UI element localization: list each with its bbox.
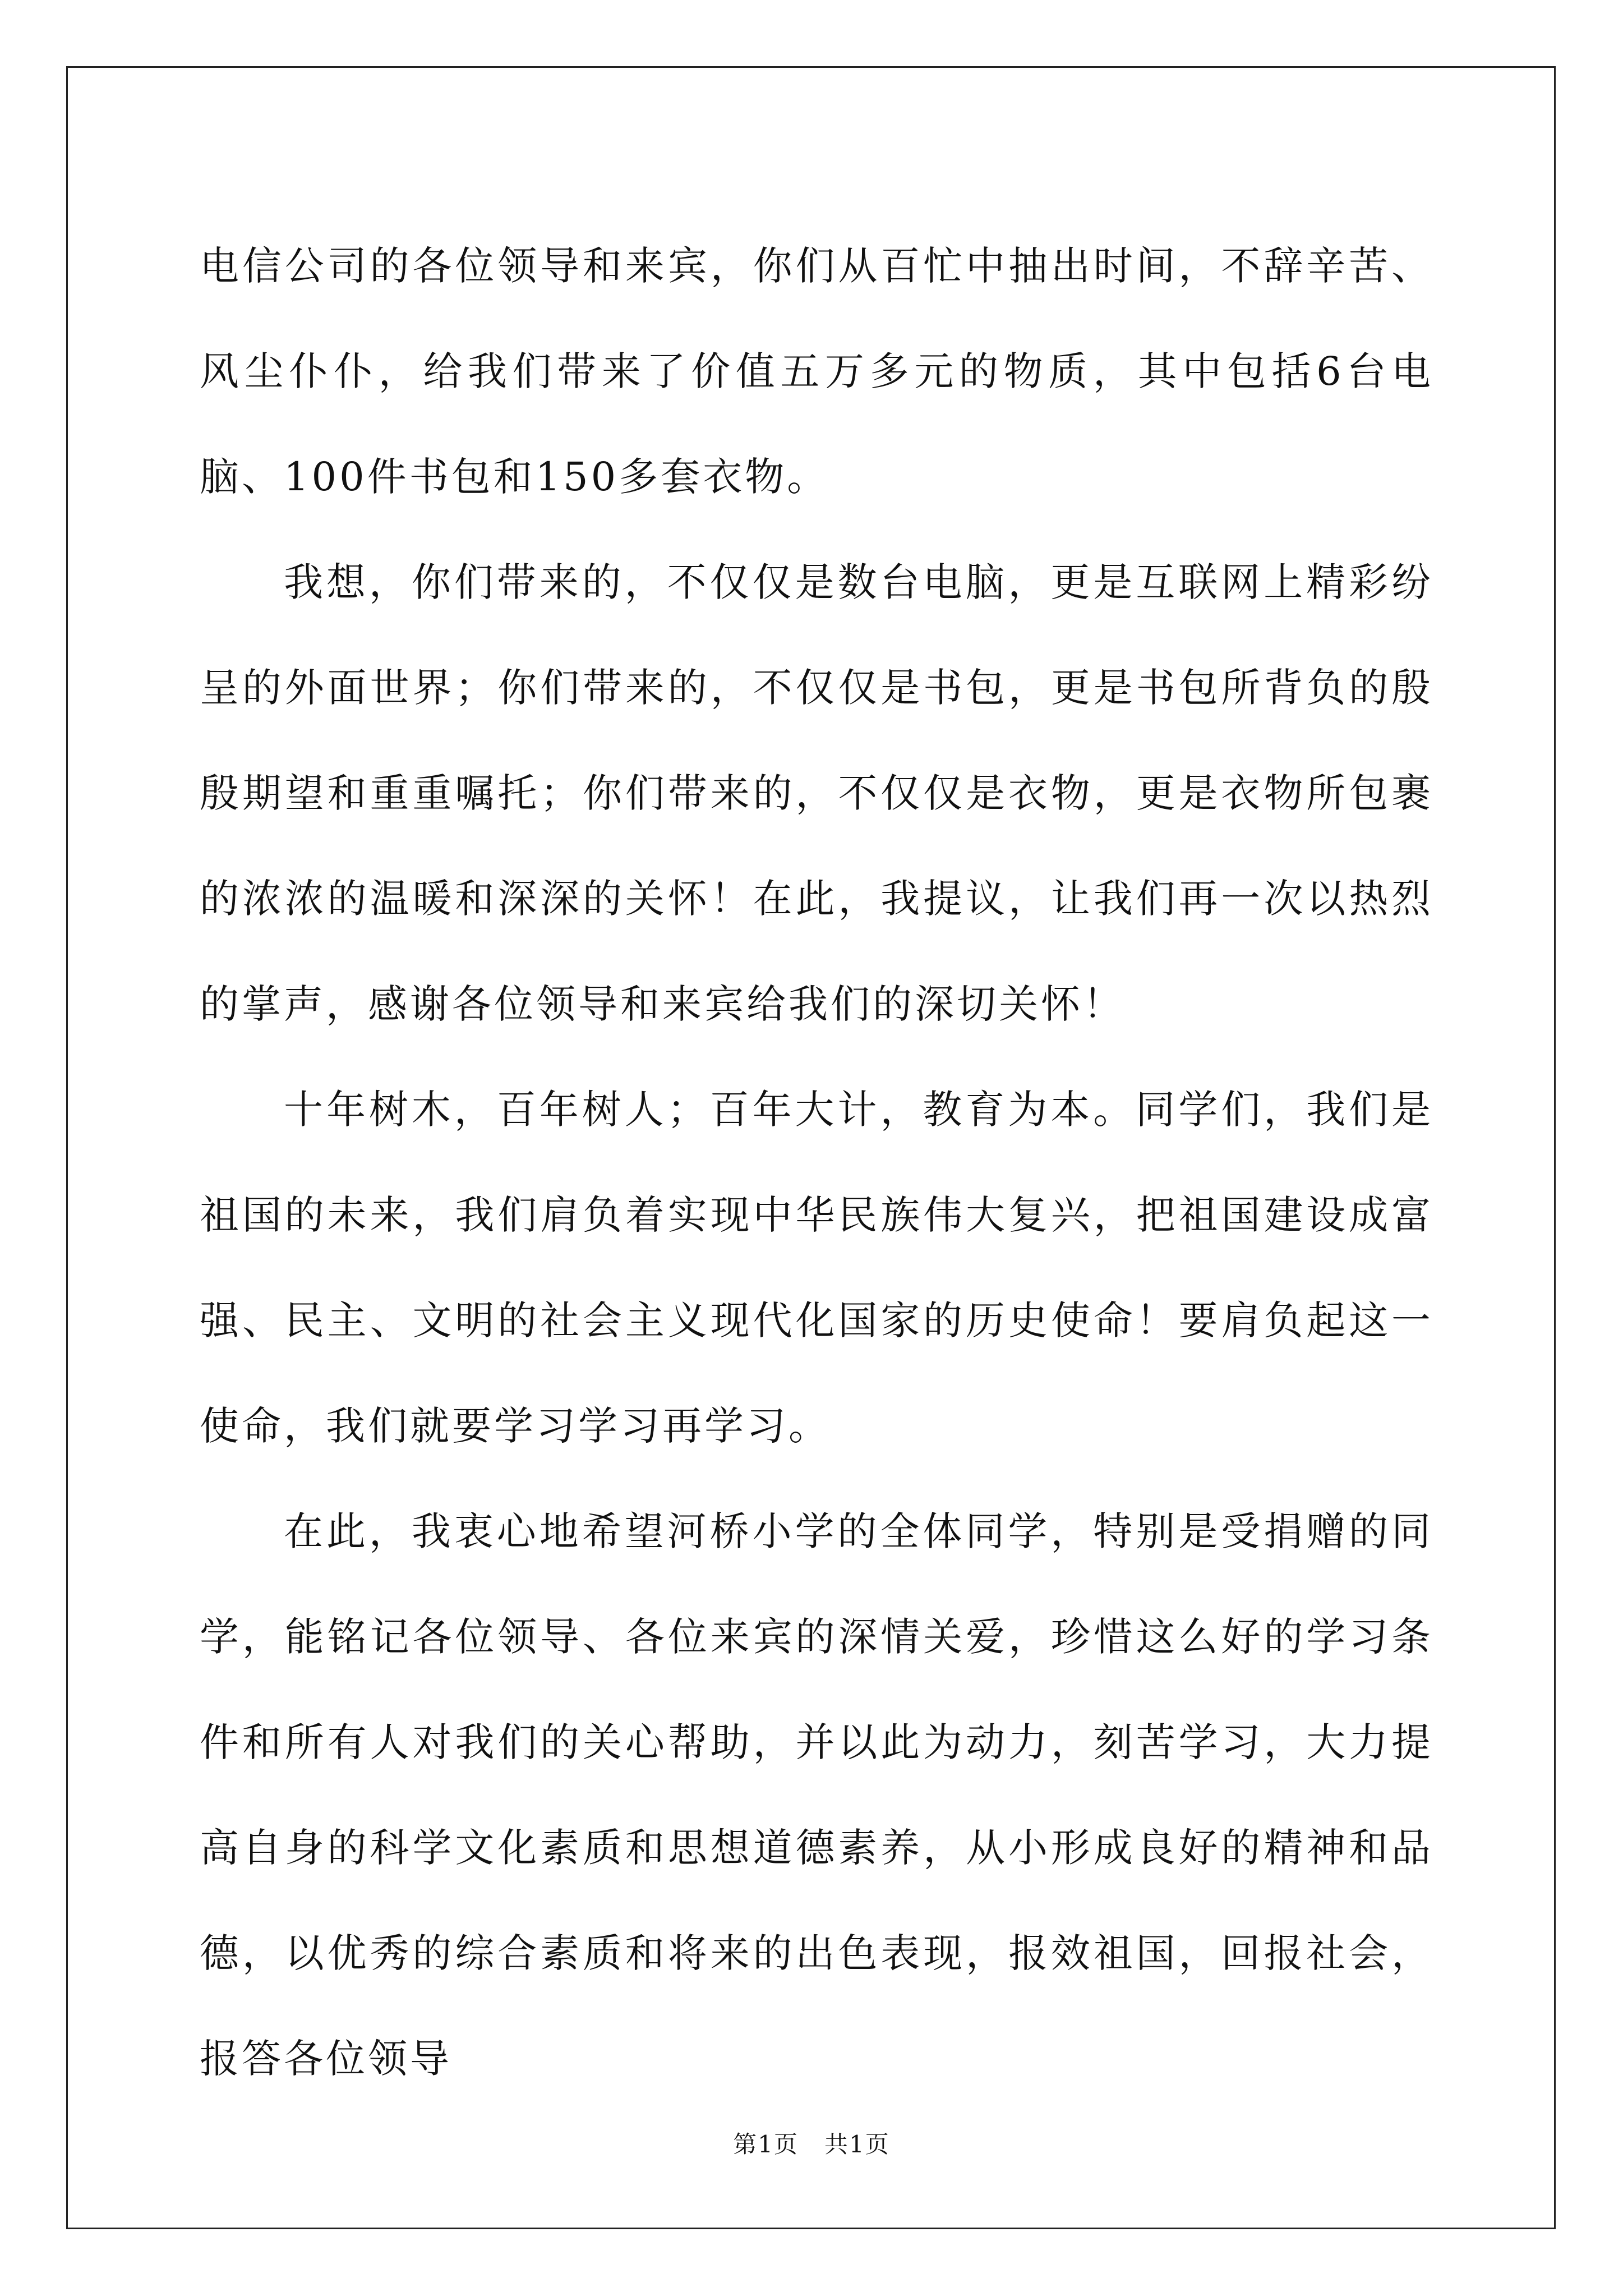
- paragraph-3: 十年树木，百年树人；百年大计，教育为本。同学们，我们是祖国的未来，我们肩负着实现中华民族伟大复兴，把祖国建设成富强、民主、文明的社会主义现代化国家的历史使命！要肩负起这一使命，我们就要学习学习再学习。: [200, 1087, 1433, 1449]
- paragraph-4: 在此，我衷心地希望河桥小学的全体同学，特别是受捐赠的同学，能铭记各位领导、各位来宾的深情关爱，珍惜这么好的学习条件和所有人对我们的关心帮助，并以此为动力，刻苦学习，大力提高自身的科学文化素质和思想道德素养，从小形成良好的精神和品德，以优秀的综合素质和将来的出色表现，报效祖国，回报社会，报答各位领导: [200, 1508, 1433, 2082]
- page-total: 共1页: [824, 2131, 890, 2158]
- paragraph-1: 电信公司的各位领导和来宾，你们从百忙中抽出时间，不辞辛苦、风尘仆仆，给我们带来了价值五万多元的物质，其中包括6台电脑、100件书包和150多套衣物。: [200, 243, 1433, 500]
- page-number: 第1页: [733, 2131, 799, 2158]
- document-body: [200, 213, 1433, 2111]
- page-footer: [0, 2126, 1623, 2160]
- paragraph-2: 我想，你们带来的，不仅仅是数台电脑，更是互联网上精彩纷呈的外面世界；你们带来的，不仅仅是书包，更是书包所背负的殷殷期望和重重嘱托；你们带来的，不仅仅是衣物，更是衣物所包裹的浓浓的温暖和深深的关怀！在此，我提议，让我们再一次以热烈的掌声，感谢各位领导和来宾给我们的深切关怀！: [200, 559, 1433, 1027]
